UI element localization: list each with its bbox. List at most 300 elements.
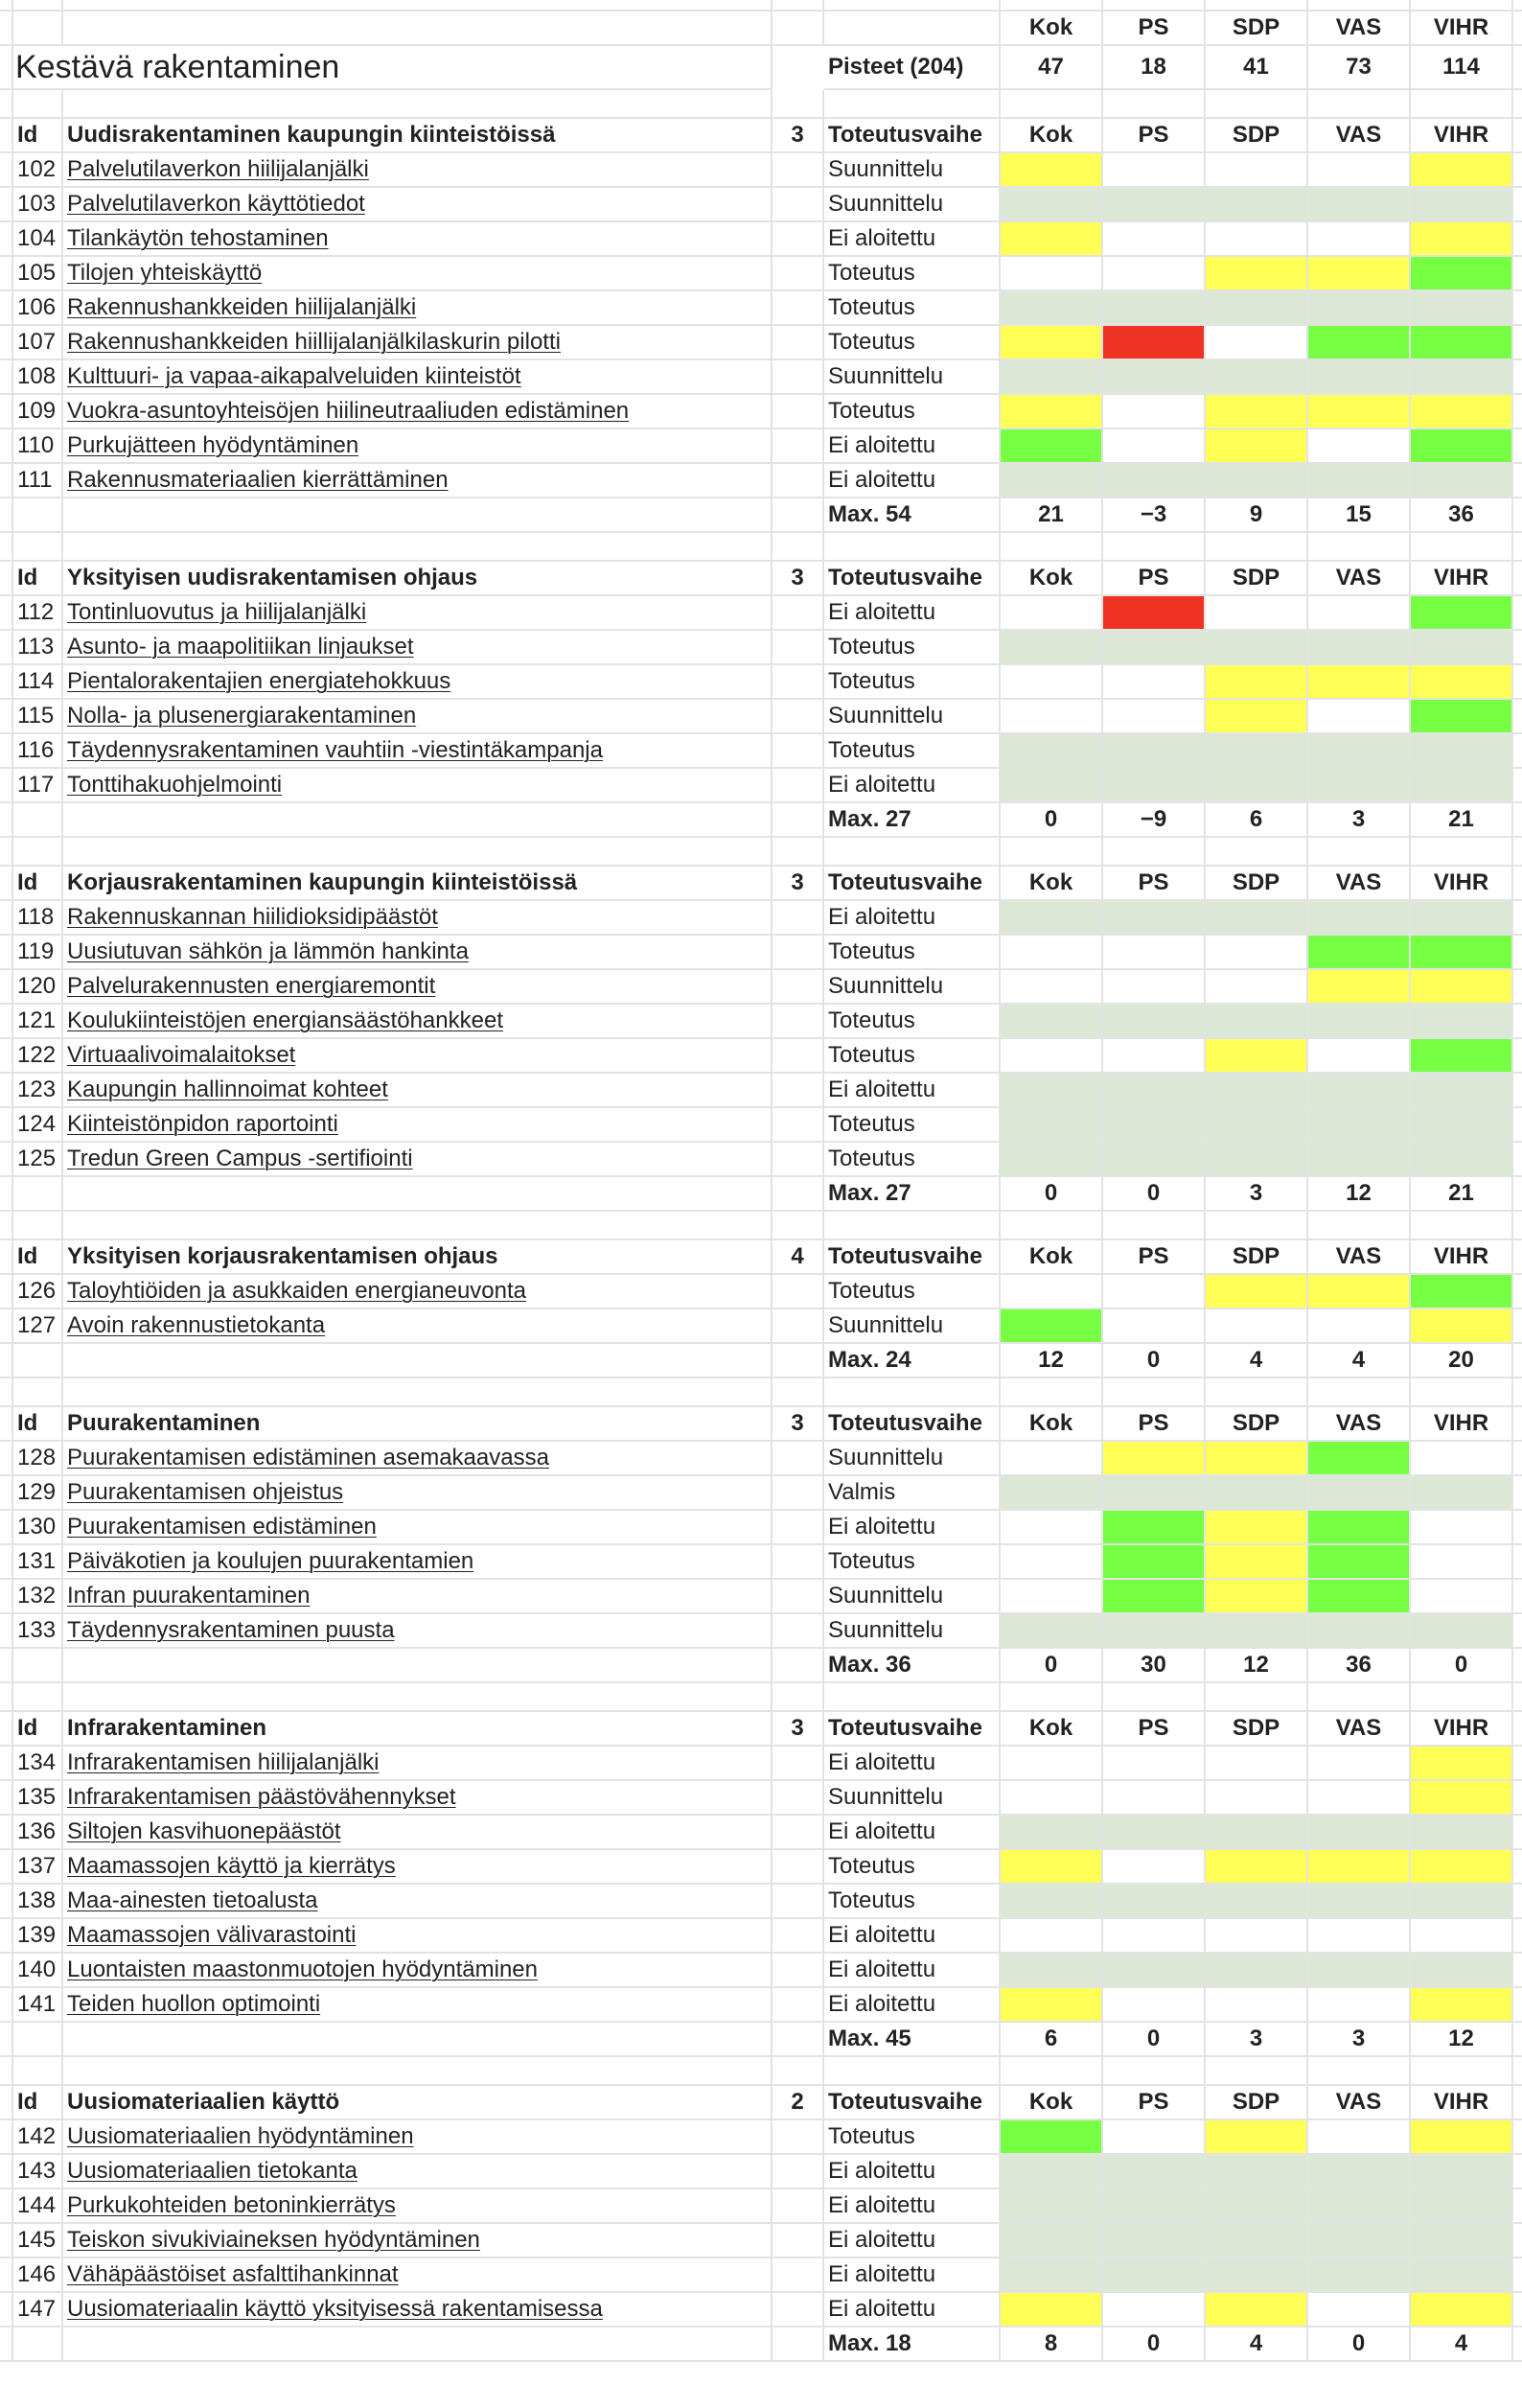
rating-cell-ps[interactable]: [1103, 2293, 1206, 2327]
column-header-id[interactable]: Id: [13, 562, 63, 596]
item-link[interactable]: [63, 665, 773, 700]
rating-cell-vihr[interactable]: [1411, 1442, 1513, 1476]
section-weight[interactable]: 2: [773, 2086, 824, 2120]
total-vihr[interactable]: 21: [1411, 1177, 1513, 1212]
rating-cell-vihr[interactable]: [1411, 2189, 1513, 2224]
item-phase[interactable]: Ei aloitettu: [824, 1816, 1001, 1850]
item-phase[interactable]: Toteutus: [824, 1885, 1001, 1919]
empty-cell[interactable]: [773, 936, 824, 970]
rating-cell-vihr[interactable]: [1411, 1005, 1513, 1039]
total-sdp[interactable]: 12: [1206, 1649, 1308, 1683]
empty-cell[interactable]: [1513, 1580, 1522, 1614]
empty-cell[interactable]: [0, 119, 13, 153]
rating-cell-kok[interactable]: [1001, 1074, 1103, 1108]
rating-cell-vas[interactable]: [1308, 1074, 1411, 1108]
party-header-kok[interactable]: Kok: [1001, 1240, 1103, 1275]
empty-cell[interactable]: [0, 2023, 13, 2057]
empty-cell[interactable]: [0, 631, 13, 665]
rating-cell-kok[interactable]: [1001, 464, 1103, 498]
item-name-link[interactable]: Tilankäytön tehostaminen: [67, 225, 329, 251]
total-vihr[interactable]: 4: [1411, 2327, 1513, 2362]
item-link[interactable]: [63, 326, 773, 360]
item-link[interactable]: [63, 395, 773, 429]
item-name-link[interactable]: Vuokra-asuntoyhteisöjen hiilineutraaliuden edistäminen: [67, 398, 630, 424]
rating-cell-kok[interactable]: [1001, 257, 1103, 291]
empty-cell[interactable]: [773, 1275, 824, 1309]
item-id[interactable]: 114: [13, 665, 63, 700]
party-header-vas[interactable]: VAS: [1308, 867, 1411, 901]
empty-cell[interactable]: [773, 1212, 824, 1240]
empty-cell[interactable]: [1103, 1212, 1206, 1240]
item-link[interactable]: [63, 360, 773, 395]
rating-cell-sdp[interactable]: [1206, 257, 1308, 291]
item-name-link[interactable]: Palvelurakennusten energiaremontit: [67, 973, 436, 999]
item-link[interactable]: [63, 2155, 773, 2189]
rating-cell-sdp[interactable]: [1206, 360, 1308, 395]
empty-cell[interactable]: [1103, 1378, 1206, 1407]
rating-cell-vihr[interactable]: [1411, 1988, 1513, 2023]
total-kok[interactable]: 6: [1001, 2023, 1103, 2057]
item-link[interactable]: [63, 2189, 773, 2224]
item-name-link[interactable]: Rakennuskannan hiilidioksidipäästöt: [67, 904, 438, 930]
item-name-link[interactable]: Täydennysrakentaminen puusta: [67, 1617, 395, 1643]
empty-cell[interactable]: [0, 1378, 13, 1407]
rating-cell-vihr[interactable]: [1411, 2155, 1513, 2189]
empty-cell[interactable]: [1001, 1378, 1103, 1407]
empty-cell[interactable]: [773, 1039, 824, 1074]
empty-cell[interactable]: [0, 1442, 13, 1476]
party-header-ps[interactable]: PS: [1103, 12, 1206, 46]
empty-cell[interactable]: [773, 291, 824, 326]
empty-cell[interactable]: [1513, 1074, 1522, 1108]
empty-cell[interactable]: [13, 838, 63, 867]
rating-cell-sdp[interactable]: [1206, 1442, 1308, 1476]
rating-cell-ps[interactable]: [1103, 2258, 1206, 2293]
empty-cell[interactable]: [1513, 901, 1522, 936]
item-name-link[interactable]: Vähäpäästöiset asfalttihankinnat: [67, 2261, 399, 2287]
empty-cell[interactable]: [1513, 665, 1522, 700]
item-phase[interactable]: Ei aloitettu: [824, 1074, 1001, 1108]
item-phase[interactable]: Toteutus: [824, 257, 1001, 291]
item-name-link[interactable]: Siltojen kasvihuonepäästöt: [67, 1818, 341, 1844]
empty-cell[interactable]: [1513, 803, 1522, 838]
rating-cell-sdp[interactable]: [1206, 734, 1308, 769]
empty-cell[interactable]: [13, 90, 63, 119]
rating-cell-sdp[interactable]: [1206, 2293, 1308, 2327]
empty-cell[interactable]: [1513, 2120, 1522, 2155]
empty-cell[interactable]: [13, 0, 63, 12]
item-id[interactable]: 120: [13, 970, 63, 1005]
item-name-link[interactable]: Kiinteistönpidon raportointi: [67, 1111, 338, 1137]
column-header-phase[interactable]: Toteutusvaihe: [824, 1240, 1001, 1275]
item-name-link[interactable]: Uusiomateriaalien hyödyntäminen: [67, 2123, 414, 2149]
empty-cell[interactable]: [63, 12, 773, 46]
empty-cell[interactable]: [773, 326, 824, 360]
max-label[interactable]: Max. 36: [824, 1649, 1001, 1683]
item-link[interactable]: [63, 188, 773, 222]
rating-cell-sdp[interactable]: [1206, 2258, 1308, 2293]
empty-cell[interactable]: [1001, 1212, 1103, 1240]
rating-cell-sdp[interactable]: [1206, 665, 1308, 700]
item-id[interactable]: 125: [13, 1143, 63, 1177]
rating-cell-kok[interactable]: [1001, 1954, 1103, 1988]
section-weight[interactable]: 3: [773, 119, 824, 153]
total-vas[interactable]: 3: [1308, 803, 1411, 838]
rating-cell-ps[interactable]: [1103, 1781, 1206, 1816]
item-phase[interactable]: Ei aloitettu: [824, 596, 1001, 631]
item-link[interactable]: [63, 1580, 773, 1614]
total-sdp[interactable]: 4: [1206, 2327, 1308, 2362]
item-name-link[interactable]: Kulttuuri- ja vapaa-aikapalveluiden kiinteistöt: [67, 363, 521, 389]
rating-cell-vihr[interactable]: [1411, 2120, 1513, 2155]
rating-cell-sdp[interactable]: [1206, 1747, 1308, 1781]
party-header-kok[interactable]: Kok: [1001, 119, 1103, 153]
item-link[interactable]: [63, 153, 773, 188]
rating-cell-vihr[interactable]: [1411, 2224, 1513, 2258]
rating-cell-ps[interactable]: [1103, 1919, 1206, 1954]
item-link[interactable]: [63, 1816, 773, 1850]
party-header-vas[interactable]: VAS: [1308, 562, 1411, 596]
rating-cell-vas[interactable]: [1308, 1275, 1411, 1309]
party-header-vas[interactable]: VAS: [1308, 1407, 1411, 1442]
empty-cell[interactable]: [773, 1108, 824, 1143]
rating-cell-vas[interactable]: [1308, 1580, 1411, 1614]
empty-cell[interactable]: [1513, 1177, 1522, 1212]
item-name-link[interactable]: Palvelutilaverkon käyttötiedot: [67, 191, 365, 217]
empty-cell[interactable]: [0, 1240, 13, 1275]
empty-cell[interactable]: [1206, 2057, 1308, 2086]
empty-cell[interactable]: [0, 429, 13, 464]
empty-cell[interactable]: [1001, 0, 1103, 12]
item-id[interactable]: 141: [13, 1988, 63, 2023]
section-title[interactable]: Uusiomateriaalien käyttö: [63, 2086, 773, 2120]
total-kok[interactable]: 0: [1001, 803, 1103, 838]
rating-cell-sdp[interactable]: [1206, 326, 1308, 360]
rating-cell-kok[interactable]: [1001, 2189, 1103, 2224]
rating-cell-vihr[interactable]: [1411, 188, 1513, 222]
empty-cell[interactable]: [0, 533, 13, 562]
rating-cell-vas[interactable]: [1308, 2224, 1411, 2258]
empty-cell[interactable]: [773, 700, 824, 734]
item-link[interactable]: [63, 1143, 773, 1177]
section-title[interactable]: Yksityisen uudisrakentamisen ohjaus: [63, 562, 773, 596]
item-id[interactable]: 143: [13, 2155, 63, 2189]
item-name-link[interactable]: Taloyhtiöiden ja asukkaiden energianeuvonta: [67, 1278, 527, 1304]
empty-cell[interactable]: [0, 1885, 13, 1919]
empty-cell[interactable]: [773, 1545, 824, 1580]
rating-cell-vas[interactable]: [1308, 970, 1411, 1005]
rating-cell-kok[interactable]: [1001, 326, 1103, 360]
rating-cell-vas[interactable]: [1308, 1442, 1411, 1476]
total-kok[interactable]: 0: [1001, 1649, 1103, 1683]
rating-cell-vas[interactable]: [1308, 1954, 1411, 1988]
empty-cell[interactable]: [0, 90, 13, 119]
empty-cell[interactable]: [1513, 2057, 1522, 2086]
item-id[interactable]: 121: [13, 1005, 63, 1039]
empty-cell[interactable]: [0, 1309, 13, 1344]
item-name-link[interactable]: Tredun Green Campus -sertifiointi: [67, 1146, 413, 1171]
item-id[interactable]: 108: [13, 360, 63, 395]
empty-cell[interactable]: [773, 395, 824, 429]
empty-cell[interactable]: [1513, 1885, 1522, 1919]
item-link[interactable]: [63, 1039, 773, 1074]
item-phase[interactable]: Ei aloitettu: [824, 1954, 1001, 1988]
item-phase[interactable]: Ei aloitettu: [824, 2224, 1001, 2258]
empty-cell[interactable]: [1513, 631, 1522, 665]
item-name-link[interactable]: Tilojen yhteiskäyttö: [67, 260, 263, 286]
item-id[interactable]: 117: [13, 769, 63, 803]
rating-cell-sdp[interactable]: [1206, 1074, 1308, 1108]
empty-cell[interactable]: [63, 1212, 773, 1240]
rating-cell-ps[interactable]: [1103, 360, 1206, 395]
rating-cell-kok[interactable]: [1001, 1781, 1103, 1816]
rating-cell-vas[interactable]: [1308, 360, 1411, 395]
item-name-link[interactable]: Puurakentamisen edistäminen: [67, 1514, 377, 1540]
item-name-link[interactable]: Avoin rakennustietokanta: [67, 1312, 326, 1338]
rating-cell-vas[interactable]: [1308, 1781, 1411, 1816]
empty-cell[interactable]: [0, 1816, 13, 1850]
empty-cell[interactable]: [13, 2057, 63, 2086]
empty-cell[interactable]: [1513, 1850, 1522, 1885]
rating-cell-vas[interactable]: [1308, 769, 1411, 803]
empty-cell[interactable]: [63, 498, 773, 533]
item-name-link[interactable]: Maa-ainesten tietoalusta: [67, 1887, 318, 1913]
item-id[interactable]: 107: [13, 326, 63, 360]
empty-cell[interactable]: [773, 1885, 824, 1919]
empty-cell[interactable]: [0, 2120, 13, 2155]
party-header-ps[interactable]: PS: [1103, 2086, 1206, 2120]
empty-cell[interactable]: [773, 1954, 824, 1988]
empty-cell[interactable]: [0, 326, 13, 360]
rating-cell-sdp[interactable]: [1206, 291, 1308, 326]
rating-cell-ps[interactable]: [1103, 1954, 1206, 1988]
rating-cell-vihr[interactable]: [1411, 1614, 1513, 1649]
empty-cell[interactable]: [1308, 1683, 1411, 1712]
rating-cell-sdp[interactable]: [1206, 1108, 1308, 1143]
rating-cell-kok[interactable]: [1001, 769, 1103, 803]
rating-cell-kok[interactable]: [1001, 2293, 1103, 2327]
empty-cell[interactable]: [1103, 1683, 1206, 1712]
item-phase[interactable]: Suunnittelu: [824, 1442, 1001, 1476]
item-phase[interactable]: Ei aloitettu: [824, 769, 1001, 803]
rating-cell-vihr[interactable]: [1411, 1476, 1513, 1511]
rating-cell-kok[interactable]: [1001, 1614, 1103, 1649]
item-id[interactable]: 109: [13, 395, 63, 429]
empty-cell[interactable]: [1411, 90, 1513, 119]
rating-cell-kok[interactable]: [1001, 1988, 1103, 2023]
empty-cell[interactable]: [0, 1074, 13, 1108]
party-header-sdp[interactable]: SDP: [1206, 1240, 1308, 1275]
item-id[interactable]: 118: [13, 901, 63, 936]
rating-cell-vas[interactable]: [1308, 1108, 1411, 1143]
rating-cell-sdp[interactable]: [1206, 1919, 1308, 1954]
party-header-kok[interactable]: Kok: [1001, 562, 1103, 596]
item-id[interactable]: 134: [13, 1747, 63, 1781]
party-points-sdp[interactable]: 41: [1206, 46, 1308, 90]
empty-cell[interactable]: [0, 1850, 13, 1885]
rating-cell-vas[interactable]: [1308, 1816, 1411, 1850]
rating-cell-ps[interactable]: [1103, 257, 1206, 291]
empty-cell[interactable]: [773, 90, 824, 119]
total-kok[interactable]: 12: [1001, 1344, 1103, 1378]
empty-cell[interactable]: [773, 1378, 824, 1407]
rating-cell-kok[interactable]: [1001, 360, 1103, 395]
empty-cell[interactable]: [773, 498, 824, 533]
rating-cell-vas[interactable]: [1308, 1614, 1411, 1649]
rating-cell-ps[interactable]: [1103, 936, 1206, 970]
empty-cell[interactable]: [63, 0, 773, 12]
item-id[interactable]: 130: [13, 1511, 63, 1545]
party-points-vas[interactable]: 73: [1308, 46, 1411, 90]
total-ps[interactable]: 0: [1103, 1177, 1206, 1212]
rating-cell-ps[interactable]: [1103, 153, 1206, 188]
empty-cell[interactable]: [1513, 429, 1522, 464]
empty-cell[interactable]: [773, 2155, 824, 2189]
rating-cell-vihr[interactable]: [1411, 395, 1513, 429]
rating-cell-ps[interactable]: [1103, 1511, 1206, 1545]
empty-cell[interactable]: [1001, 533, 1103, 562]
item-link[interactable]: [63, 1885, 773, 1919]
item-link[interactable]: [63, 901, 773, 936]
rating-cell-kok[interactable]: [1001, 1005, 1103, 1039]
total-ps[interactable]: −3: [1103, 498, 1206, 533]
item-name-link[interactable]: Luontaisten maastonmuotojen hyödyntäminen: [67, 1956, 538, 1982]
rating-cell-vas[interactable]: [1308, 1476, 1411, 1511]
total-kok[interactable]: 21: [1001, 498, 1103, 533]
empty-cell[interactable]: [1513, 12, 1522, 46]
empty-cell[interactable]: [773, 631, 824, 665]
total-vas[interactable]: 15: [1308, 498, 1411, 533]
rating-cell-vihr[interactable]: [1411, 1309, 1513, 1344]
empty-cell[interactable]: [1103, 90, 1206, 119]
total-vas[interactable]: 0: [1308, 2327, 1411, 2362]
item-phase[interactable]: Toteutus: [824, 395, 1001, 429]
empty-cell[interactable]: [0, 803, 13, 838]
rating-cell-kok[interactable]: [1001, 1816, 1103, 1850]
item-phase[interactable]: Ei aloitettu: [824, 1511, 1001, 1545]
empty-cell[interactable]: [1206, 90, 1308, 119]
party-points-ps[interactable]: 18: [1103, 46, 1206, 90]
empty-cell[interactable]: [1513, 1816, 1522, 1850]
rating-cell-kok[interactable]: [1001, 734, 1103, 769]
empty-cell[interactable]: [0, 1212, 13, 1240]
empty-cell[interactable]: [824, 12, 1001, 46]
rating-cell-vihr[interactable]: [1411, 464, 1513, 498]
empty-cell[interactable]: [1513, 970, 1522, 1005]
empty-cell[interactable]: [773, 257, 824, 291]
empty-cell[interactable]: [773, 1511, 824, 1545]
item-phase[interactable]: Suunnittelu: [824, 153, 1001, 188]
item-id[interactable]: 116: [13, 734, 63, 769]
rating-cell-sdp[interactable]: [1206, 429, 1308, 464]
empty-cell[interactable]: [1206, 0, 1308, 12]
item-id[interactable]: 103: [13, 188, 63, 222]
rating-cell-vas[interactable]: [1308, 2258, 1411, 2293]
empty-cell[interactable]: [1513, 1988, 1522, 2023]
rating-cell-kok[interactable]: [1001, 1545, 1103, 1580]
rating-cell-kok[interactable]: [1001, 596, 1103, 631]
party-header-kok[interactable]: Kok: [1001, 2086, 1103, 2120]
party-header-ps[interactable]: PS: [1103, 867, 1206, 901]
rating-cell-kok[interactable]: [1001, 1747, 1103, 1781]
item-name-link[interactable]: Puurakentamisen ohjeistus: [67, 1479, 344, 1505]
item-name-link[interactable]: Rakennushankkeiden hiilijalanjälki: [67, 294, 417, 320]
item-phase[interactable]: Toteutus: [824, 1005, 1001, 1039]
empty-cell[interactable]: [773, 769, 824, 803]
rating-cell-vihr[interactable]: [1411, 1143, 1513, 1177]
item-link[interactable]: [63, 1614, 773, 1649]
empty-cell[interactable]: [63, 1649, 773, 1683]
empty-cell[interactable]: [63, 1683, 773, 1712]
item-link[interactable]: [63, 734, 773, 769]
empty-cell[interactable]: [1513, 1511, 1522, 1545]
empty-cell[interactable]: [13, 1212, 63, 1240]
empty-cell[interactable]: [0, 1476, 13, 1511]
item-id[interactable]: 110: [13, 429, 63, 464]
item-name-link[interactable]: Purkukohteiden betoninkierrätys: [67, 2192, 396, 2218]
rating-cell-vihr[interactable]: [1411, 1885, 1513, 1919]
empty-cell[interactable]: [0, 734, 13, 769]
rating-cell-ps[interactable]: [1103, 700, 1206, 734]
empty-cell[interactable]: [1103, 0, 1206, 12]
empty-cell[interactable]: [1513, 1309, 1522, 1344]
rating-cell-kok[interactable]: [1001, 291, 1103, 326]
rating-cell-vas[interactable]: [1308, 734, 1411, 769]
empty-cell[interactable]: [13, 12, 63, 46]
rating-cell-vas[interactable]: [1308, 901, 1411, 936]
rating-cell-vas[interactable]: [1308, 1988, 1411, 2023]
item-link[interactable]: [63, 257, 773, 291]
empty-cell[interactable]: [824, 90, 1001, 119]
max-label[interactable]: Max. 18: [824, 2327, 1001, 2362]
total-vihr[interactable]: 21: [1411, 803, 1513, 838]
empty-cell[interactable]: [0, 360, 13, 395]
empty-cell[interactable]: [0, 2293, 13, 2327]
empty-cell[interactable]: [1308, 90, 1411, 119]
empty-cell[interactable]: [63, 803, 773, 838]
rating-cell-kok[interactable]: [1001, 222, 1103, 257]
rating-cell-kok[interactable]: [1001, 631, 1103, 665]
party-header-vihr[interactable]: VIHR: [1411, 119, 1513, 153]
rating-cell-kok[interactable]: [1001, 1850, 1103, 1885]
rating-cell-vihr[interactable]: [1411, 665, 1513, 700]
empty-cell[interactable]: [1513, 867, 1522, 901]
party-header-vas[interactable]: VAS: [1308, 119, 1411, 153]
rating-cell-sdp[interactable]: [1206, 1614, 1308, 1649]
item-phase[interactable]: Toteutus: [824, 665, 1001, 700]
rating-cell-sdp[interactable]: [1206, 901, 1308, 936]
item-name-link[interactable]: Maamassojen välivarastointi: [67, 1922, 357, 1948]
party-header-ps[interactable]: PS: [1103, 1712, 1206, 1747]
empty-cell[interactable]: [0, 222, 13, 257]
item-phase[interactable]: Toteutus: [824, 1108, 1001, 1143]
empty-cell[interactable]: [0, 936, 13, 970]
column-header-phase[interactable]: Toteutusvaihe: [824, 1712, 1001, 1747]
item-link[interactable]: [63, 1442, 773, 1476]
total-sdp[interactable]: 3: [1206, 1177, 1308, 1212]
empty-cell[interactable]: [1513, 769, 1522, 803]
column-header-id[interactable]: Id: [13, 1407, 63, 1442]
section-title[interactable]: Korjausrakentaminen kaupungin kiinteistöissä: [63, 867, 773, 901]
rating-cell-vas[interactable]: [1308, 291, 1411, 326]
rating-cell-vihr[interactable]: [1411, 429, 1513, 464]
empty-cell[interactable]: [0, 1614, 13, 1649]
empty-cell[interactable]: [1001, 838, 1103, 867]
party-header-ps[interactable]: PS: [1103, 119, 1206, 153]
rating-cell-sdp[interactable]: [1206, 1005, 1308, 1039]
rating-cell-vas[interactable]: [1308, 1919, 1411, 1954]
column-header-phase[interactable]: Toteutusvaihe: [824, 2086, 1001, 2120]
